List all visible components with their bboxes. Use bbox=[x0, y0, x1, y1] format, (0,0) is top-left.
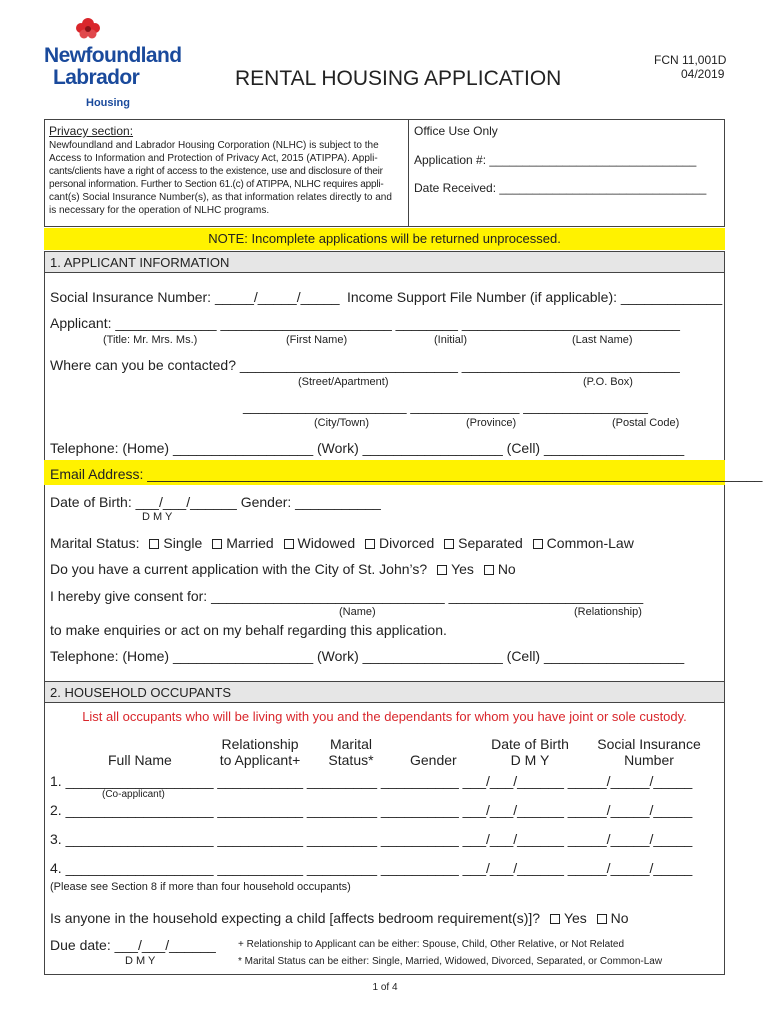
dob-gender-fields[interactable]: Date of Birth: ___/___/______ Gender: ___________ bbox=[50, 494, 381, 510]
col-relationship-2: to Applicant+ bbox=[219, 752, 301, 768]
section-2-bottom-border bbox=[44, 974, 725, 975]
privacy-line-4: personal information. Further to Section 61.(c) of ATIPPA, NLHC requires appli- bbox=[49, 179, 384, 190]
privacy-line-6: is necessary for the operation of NLHC programs. bbox=[49, 205, 270, 216]
col-dob-2: D M Y bbox=[510, 752, 550, 768]
caption-title: (Title: Mr. Mrs. Ms.) bbox=[103, 334, 198, 346]
city-province-postal-fields[interactable]: _____________________ ______________ ________________ bbox=[243, 398, 648, 414]
sin-field[interactable]: Social Insurance Number: _____/_____/_____ bbox=[50, 289, 340, 305]
col-relationship-1: Relationship bbox=[221, 736, 299, 752]
logo-line2: Labrador bbox=[53, 66, 140, 89]
marital-married-label: Married bbox=[226, 535, 274, 551]
section-2-right-border bbox=[724, 703, 725, 975]
marital-status-label: Marital Status: bbox=[50, 535, 140, 551]
checkbox-current-app-no[interactable] bbox=[484, 565, 494, 575]
caption-city: (City/Town) bbox=[314, 417, 370, 429]
section-2-header bbox=[44, 681, 725, 703]
marital-separated-option[interactable] bbox=[444, 535, 523, 551]
caption-name: (Name) bbox=[339, 606, 376, 618]
checkbox-expecting-no[interactable] bbox=[597, 914, 607, 924]
col-sin-1: Social Insurance bbox=[597, 736, 701, 752]
occupant-row-1[interactable]: 1. ___________________ ___________ _________ __________ ___/___/______ _____/_____/_____ bbox=[50, 773, 693, 789]
marital-common-law-option[interactable] bbox=[533, 535, 634, 551]
caption-initial: (Initial) bbox=[434, 334, 468, 346]
logo-line3: Housing bbox=[86, 97, 130, 109]
section-1-header bbox=[44, 251, 725, 273]
relationship-note: + Relationship to Applicant can be either: Spouse, Child, Other Relative, or Not Related bbox=[238, 939, 625, 950]
marital-widowed-label: Widowed bbox=[297, 535, 356, 551]
consent-telephone-fields[interactable]: Telephone: (Home) __________________ (Work) __________________ (Cell) __________________ bbox=[50, 648, 685, 664]
checkbox-common-law[interactable] bbox=[533, 539, 543, 549]
privacy-line-1: Newfoundland and Labrador Housing Corporation (NLHC) is subject to the bbox=[49, 140, 379, 151]
occupant-row-2[interactable]: 2. ___________________ ___________ _________ __________ ___/___/______ _____/_____/_____ bbox=[50, 802, 693, 818]
office-heading: Office Use Only bbox=[414, 124, 498, 138]
enquiries-text: to make enquiries or act on my behalf regarding this application. bbox=[50, 622, 447, 638]
caption-last-name: (Last Name) bbox=[572, 334, 633, 346]
incomplete-note: NOTE: Incomplete applications will be returned unprocessed. bbox=[44, 228, 725, 250]
applicant-name-fields[interactable]: Applicant: _____________ ______________________ ________ ____________________________ bbox=[50, 315, 680, 331]
expecting-no-label: No bbox=[610, 910, 629, 926]
due-date-field[interactable]: Due date: ___/___/______ bbox=[50, 937, 216, 953]
col-gender: Gender bbox=[410, 752, 457, 768]
marital-status-row bbox=[50, 535, 634, 551]
page-number: 1 of 4 bbox=[372, 982, 398, 993]
checkbox-single[interactable] bbox=[149, 539, 159, 549]
occupants-instruction: List all occupants who will be living with you and the dependants for whom you have joint or sole custody. bbox=[82, 709, 687, 724]
marital-divorced-option[interactable] bbox=[365, 535, 434, 551]
marital-separated-label: Separated bbox=[458, 535, 523, 551]
date-received-field[interactable]: Date Received: _______________________________ bbox=[414, 181, 707, 195]
expecting-yes-label: Yes bbox=[563, 910, 587, 926]
col-dob-1: Date of Birth bbox=[491, 736, 569, 752]
contact-address-field[interactable]: Where can you be contacted? ____________________________ ____________________________ bbox=[50, 357, 680, 373]
income-support-field[interactable]: Income Support File Number (if applicable): _____________ bbox=[347, 289, 723, 305]
caption-postal-code: (Postal Code) bbox=[612, 417, 680, 429]
logo-line1: Newfoundland bbox=[44, 44, 182, 67]
current-app-no-label: No bbox=[497, 561, 516, 577]
checkbox-divorced[interactable] bbox=[365, 539, 375, 549]
marital-divorced-label: Divorced bbox=[379, 535, 435, 551]
col-marital-1: Marital bbox=[329, 736, 372, 752]
expecting-child-row bbox=[50, 910, 629, 926]
section-2-title: 2. HOUSEHOLD OCCUPANTS bbox=[50, 685, 232, 700]
expecting-child-question: Is anyone in the household expecting a child [affects bedroom requirement(s)]? bbox=[50, 910, 541, 926]
caption-relationship: (Relationship) bbox=[574, 606, 642, 618]
expecting-yes-option[interactable] bbox=[550, 910, 587, 926]
privacy-heading: Privacy section: bbox=[49, 124, 134, 138]
current-app-yes-option[interactable] bbox=[437, 561, 474, 577]
caption-street: (Street/Apartment) bbox=[298, 376, 389, 388]
caption-province: (Province) bbox=[466, 417, 517, 429]
telephone-fields[interactable]: Telephone: (Home) __________________ (Work) __________________ (Cell) __________________ bbox=[50, 440, 685, 456]
marital-single-option[interactable] bbox=[149, 535, 202, 551]
consent-field[interactable]: I hereby give consent for: ______________________________ _________________________ bbox=[50, 588, 644, 604]
privacy-line-5: cant(s) Social Insurance Number(s), as that information relates directly to and bbox=[49, 192, 392, 203]
checkbox-separated[interactable] bbox=[444, 539, 454, 549]
see-section-8-note: (Please see Section 8 if more than four household occupants) bbox=[50, 881, 351, 893]
caption-due-dmy: D M Y bbox=[125, 955, 156, 967]
occupant-row-4[interactable]: 4. ___________________ ___________ _________ __________ ___/___/______ _____/_____/_____ bbox=[50, 860, 693, 876]
marital-married-option[interactable] bbox=[212, 535, 273, 551]
current-application-row bbox=[50, 561, 516, 577]
marital-common-law-label: Common-Law bbox=[546, 535, 634, 551]
privacy-line-3: cants/clients have a right of access to the existence, use and disclosure of their bbox=[49, 166, 383, 177]
checkbox-expecting-yes[interactable] bbox=[550, 914, 560, 924]
marital-single-label: Single bbox=[163, 535, 203, 551]
privacy-line-2: Access to Information and Protection of Privacy Act, 2015 (ATIPPA). Appli- bbox=[49, 153, 378, 164]
checkbox-married[interactable] bbox=[212, 539, 222, 549]
col-full-name: Full Name bbox=[108, 752, 172, 768]
current-application-question: Do you have a current application with the City of St. John’s? bbox=[50, 561, 428, 577]
form-title: RENTAL HOUSING APPLICATION bbox=[235, 67, 562, 90]
occupant-row-3[interactable]: 3. ___________________ ___________ _________ __________ ___/___/______ _____/_____/_____ bbox=[50, 831, 693, 847]
section-1-title: 1. APPLICANT INFORMATION bbox=[50, 255, 230, 270]
current-app-yes-label: Yes bbox=[451, 561, 474, 577]
marital-status-note: * Marital Status can be either: Single, Married, Widowed, Divorced, Separated, or Common-Law bbox=[238, 956, 663, 967]
form-code: FCN 11,001D bbox=[654, 53, 727, 67]
application-number-field[interactable]: Application #: _______________________________ bbox=[414, 153, 697, 167]
pitcher-plant-icon bbox=[70, 12, 106, 48]
marital-widowed-option[interactable] bbox=[284, 535, 356, 551]
section-2-left-border bbox=[44, 703, 45, 975]
privacy-divider bbox=[408, 119, 409, 227]
caption-first-name: (First Name) bbox=[286, 334, 348, 346]
form-date: 04/2019 bbox=[681, 67, 725, 81]
col-sin-2: Number bbox=[624, 752, 674, 768]
caption-dmy: D M Y bbox=[142, 511, 173, 523]
col-marital-2: Status* bbox=[328, 752, 374, 768]
checkbox-current-app-yes[interactable] bbox=[437, 565, 447, 575]
current-app-no-option[interactable] bbox=[484, 561, 516, 577]
caption-po-box: (P.O. Box) bbox=[583, 376, 633, 388]
caption-co-applicant: (Co-applicant) bbox=[102, 789, 165, 800]
expecting-no-option[interactable] bbox=[597, 910, 629, 926]
email-field[interactable]: Email Address: _______________________________________________________________________________ bbox=[50, 466, 763, 482]
checkbox-widowed[interactable] bbox=[284, 539, 294, 549]
